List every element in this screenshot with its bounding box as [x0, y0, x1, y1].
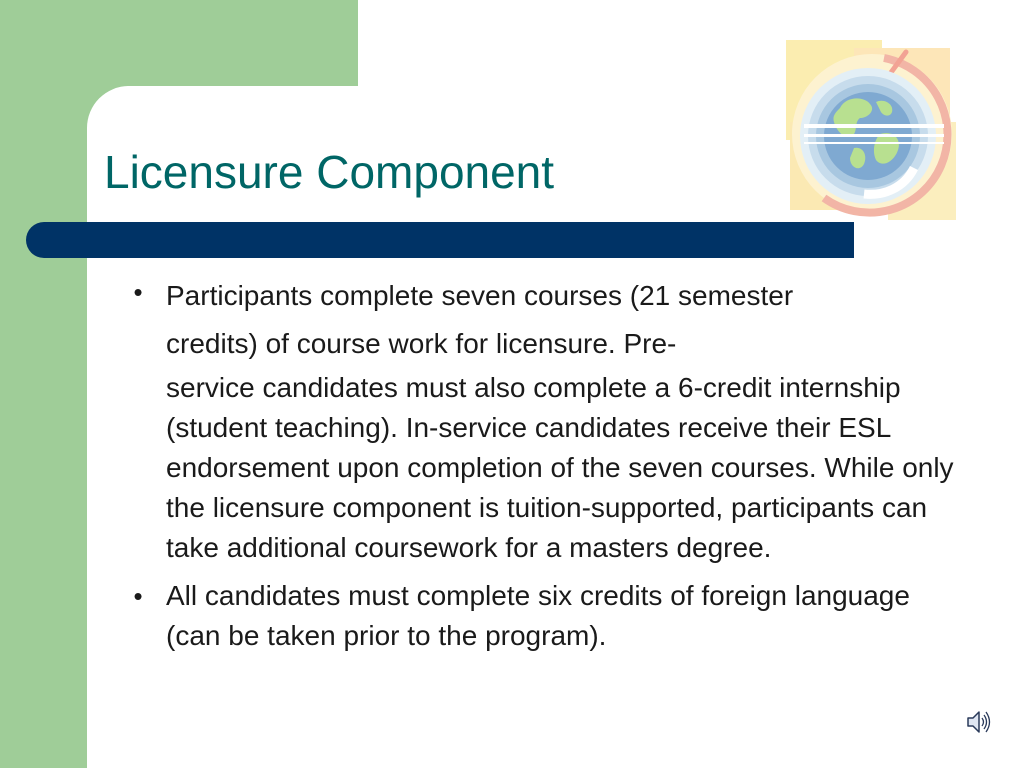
globe-clipart-icon — [784, 38, 960, 224]
bullet-text: service candidates must also complete a 6-credit internship (student teaching). In-service candidates receive their ESL endorsement upon completion of the seven courses. While only the licensure component is tuition-supported, participants can take additional coursework for a masters degree. — [166, 372, 954, 563]
bullet-text: All candidates must complete six credits of foreign language (can be taken prior to the program). — [166, 580, 910, 651]
bullet-text-line: credits) of course work for licensure. Pre- — [166, 328, 677, 359]
bullet-icon: • — [133, 277, 143, 307]
bullet-icon: • — [133, 581, 143, 611]
bullet-text-lead — [166, 272, 956, 368]
speaker-icon[interactable] — [964, 708, 992, 736]
list-item — [126, 272, 956, 568]
list-item — [126, 576, 956, 656]
bullet-text-line: Participants complete seven courses (21 semester — [166, 280, 794, 311]
title-underline-bar — [26, 222, 854, 258]
slide-title: Licensure Component — [104, 146, 555, 198]
bullet-list — [126, 272, 956, 656]
